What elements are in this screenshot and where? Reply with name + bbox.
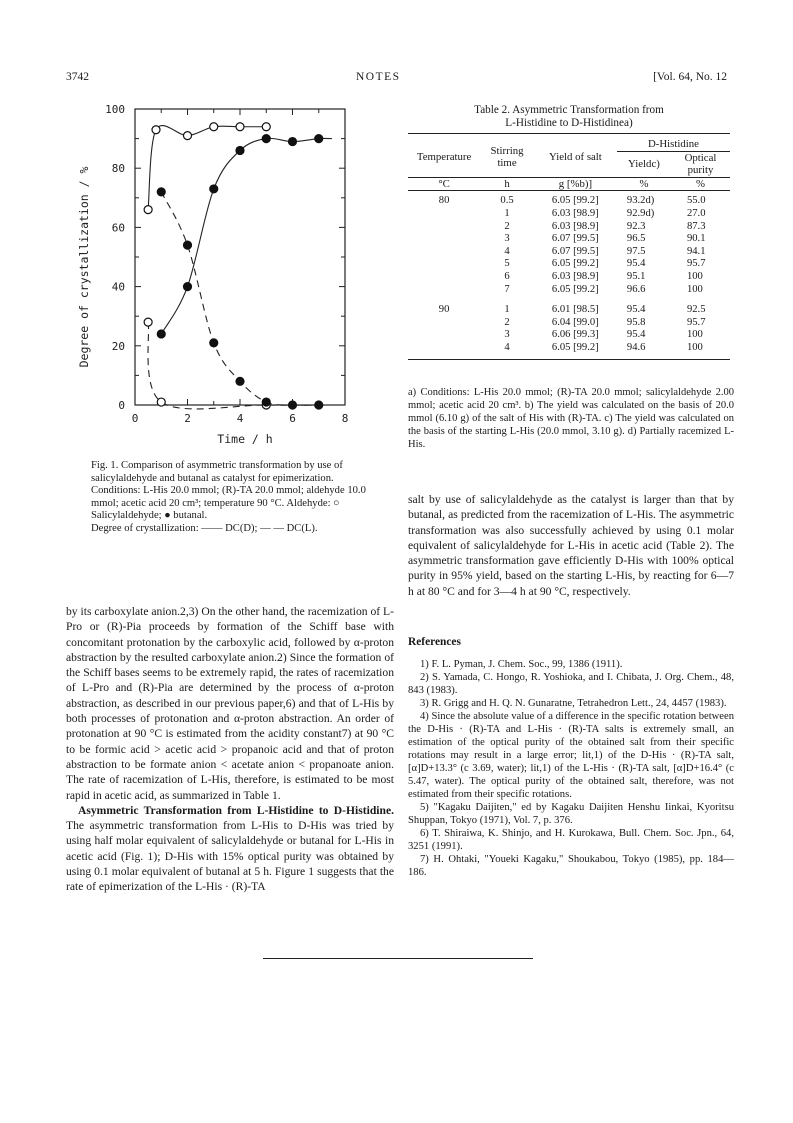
- table-cell: 6.05 [99.2]: [551, 195, 599, 207]
- bottom-rule: [263, 958, 533, 959]
- references-list: [408, 658, 734, 879]
- section-title: NOTES: [356, 71, 401, 83]
- reference-item: 1) F. L. Pyman, J. Chem. Soc., 99, 1386 (1911).: [420, 659, 623, 670]
- table-cell: 92.3: [626, 220, 646, 232]
- data-point-butanal: [315, 401, 323, 409]
- table-cell: 6.07 [99.5]: [551, 245, 599, 257]
- y-axis-label: Degree of crystallization / %: [77, 166, 91, 368]
- table-row: [408, 258, 730, 271]
- data-point-butanal: [157, 330, 165, 338]
- table-title-line: L-Histidine to D-Histidinea): [505, 117, 633, 129]
- data-point-salicylaldehyde: [144, 318, 152, 326]
- table-cell: 100: [686, 341, 703, 353]
- table-cell: 0.5: [500, 195, 514, 207]
- series-line: [161, 138, 332, 334]
- left-column-text: [66, 604, 394, 895]
- data-point-butanal: [184, 283, 192, 291]
- table-cell: 93.2d): [626, 195, 655, 207]
- y-tick-label: 20: [111, 339, 125, 353]
- table-cell: [408, 233, 480, 246]
- reference-item: 2) S. Yamada, C. Hongo, R. Yoshioka, and I. Chibata, J. Org. Chem., 48, 843 (1983).: [408, 672, 734, 696]
- figure-caption: [91, 460, 379, 536]
- y-tick-label: 40: [111, 280, 125, 294]
- table-cell: 95.7: [686, 316, 706, 328]
- data-point-butanal: [289, 401, 297, 409]
- unit-optical: %: [695, 177, 705, 190]
- table-cell: 4: [504, 341, 510, 353]
- table-cell: 94.6: [626, 341, 646, 353]
- table-cell: [408, 258, 480, 271]
- series-line: [148, 322, 332, 409]
- col-header-stirring-time: Stirring time: [490, 144, 524, 170]
- data-point-salicylaldehyde: [262, 123, 270, 131]
- col-header-d-histidine: D-Histidine: [617, 134, 730, 152]
- x-tick-label: 6: [289, 412, 296, 425]
- table-cell: 94.1: [686, 245, 706, 257]
- right-column-text: [408, 492, 734, 599]
- x-tick-label: 0: [131, 412, 139, 425]
- table-cell: 5: [504, 258, 510, 270]
- table-cell: 4: [504, 245, 510, 257]
- reference-item: 3) R. Grigg and H. Q. N. Gunaratne, Tetrahedron Lett., 24, 4457 (1983).: [420, 698, 727, 709]
- references-heading: References: [408, 636, 461, 648]
- table-row: [408, 271, 730, 284]
- table-cell: 6.05 [99.2]: [551, 258, 599, 270]
- table-cell: 90: [438, 304, 450, 316]
- page-number: 3742: [66, 71, 89, 83]
- table-cell: 1: [504, 207, 510, 219]
- table-cell: 95.8: [626, 316, 646, 328]
- table-cell: 6.07 [99.5]: [551, 233, 599, 245]
- table-cell: 2: [504, 220, 510, 232]
- table-cell: 96.5: [626, 233, 646, 245]
- x-tick-label: 8: [341, 412, 349, 425]
- reference-item: 5) "Kagaku Daijiten," ed by Kagaku Daijiten Henshu Iinkai, Kyoritsu Shuppan, Tokyo (1971), Vol. 7, p. 376.: [408, 802, 734, 826]
- table-cell: [408, 317, 480, 330]
- table-cell: [408, 271, 480, 284]
- table-cell: 6.05 [99.2]: [551, 341, 599, 353]
- paragraph: [66, 803, 394, 895]
- table-cell: 95.4: [626, 304, 646, 316]
- data-point-butanal: [262, 398, 270, 406]
- y-tick-label: 60: [111, 221, 125, 235]
- table-row: [408, 246, 730, 259]
- data-point-salicylaldehyde: [144, 206, 152, 214]
- table-row: [408, 342, 730, 355]
- table-cell: 6.06 [99.3]: [551, 329, 599, 341]
- y-tick-label: 0: [118, 399, 125, 412]
- table-cell: 92.9d): [626, 207, 655, 219]
- data-table: [408, 133, 730, 360]
- table-cell: [408, 342, 480, 355]
- table-title-line: Table 2. Asymmetric Transformation from: [474, 104, 664, 116]
- data-point-salicylaldehyde: [210, 123, 218, 131]
- y-tick-label: 80: [111, 162, 125, 176]
- figure-caption-conditions: Conditions: L-His 20.0 mmol; (R)-TA 20.0 mmol; aldehyde 10.0 mmol; acetic acid 20 cm³; temperature 90 °C. Aldehyde: ○ Salicylaldehyde; ● butanal.: [91, 485, 366, 522]
- table-title: [408, 104, 730, 130]
- table-cell: 2: [504, 316, 510, 328]
- table-row: [408, 195, 730, 208]
- table-body: [408, 195, 730, 354]
- data-point-butanal: [184, 241, 192, 249]
- table-footnotes: a) Conditions: L-His 20.0 mmol; (R)-TA 20.0 mmol; salicylaldehyde 2.00 mmol; acetic acid 20 cm³. b) The yield was calculated on the basis of 20.0 mmol (6.10 g) of the salt of His with (R)-TA. c) The yield was calculated on the basis of the starting L-His (20.0 mmol, 3.10 g). d) Partially racemized L-His.: [408, 387, 734, 450]
- unit-salt: g [%b)]: [558, 177, 593, 190]
- data-point-butanal: [289, 138, 297, 146]
- data-point-salicylaldehyde: [236, 123, 244, 131]
- figure-caption-degree: Degree of crystallization: —— DC(D); — — DC(L).: [91, 522, 318, 534]
- table-cell: 97.5: [626, 245, 646, 257]
- col-header-optical-purity: Optical purity: [684, 151, 717, 177]
- data-point-butanal: [157, 188, 165, 196]
- unit-temperature: °C: [438, 177, 450, 190]
- table-row: [408, 317, 730, 330]
- data-point-butanal: [236, 377, 244, 385]
- reference-item: 7) H. Ohtaki, "Youeki Kagaku," Shoukabou, Tokyo (1985), pp. 184—186.: [408, 854, 734, 878]
- table-cell: 90.1: [686, 233, 706, 245]
- col-header-temperature: Temperature: [416, 151, 472, 164]
- table-cell: 3: [504, 233, 510, 245]
- table-cell: 96.6: [626, 283, 646, 295]
- table-cell: 1: [504, 304, 510, 316]
- table-cell: 95.7: [686, 258, 706, 270]
- table-cell: 3: [504, 329, 510, 341]
- x-tick-label: 4: [236, 412, 244, 425]
- table-cell: 6.03 [98.9]: [551, 220, 599, 232]
- crystallization-chart: [60, 92, 390, 452]
- table-cell: 100: [686, 283, 703, 295]
- section-heading: Asymmetric Transformation from L-Histidine to D-Histidine.: [78, 803, 394, 817]
- table-cell: 27.0: [686, 207, 706, 219]
- reference-item: 4) Since the absolute value of a difference in the specific rotation between the D-His · (R)-TA and L-His · (R)-TA salts is extremely small, an estimation of the optical purity of the obtained salt from their specific rotations may result in a large error; lit,1) of the D-His · (R)-TA salt, [α]D+13.3° (c 3.69, water); lit,1) of the L-His · (R)-TA salt, [α]D+16.4° (c 5.47, water). The optical purity of the obtained salt, therefore, was not estimated from their specific rotations.: [408, 711, 734, 800]
- table-cell: 92.5: [686, 304, 706, 316]
- table-row: [408, 296, 730, 317]
- col-header-yield: Yieldc): [628, 157, 660, 170]
- table-cell: 87.3: [686, 220, 706, 232]
- unit-yield: %: [639, 177, 649, 190]
- table-cell: 80: [438, 195, 450, 207]
- table-cell: 7: [504, 283, 510, 295]
- table-row: [408, 284, 730, 297]
- volume-info: [Vol. 64, No. 12: [653, 71, 727, 83]
- x-tick-label: 2: [184, 412, 191, 425]
- table-cell: 6.05 [99.2]: [551, 283, 599, 295]
- table-cell: [408, 221, 480, 234]
- data-point-butanal: [210, 339, 218, 347]
- paragraph-body: The asymmetric transformation from L-His to D-His was tried by using half molar equivalent of salicylaldehyde or butanal for L-His in acetic acid (Fig. 1); D-His with 15% optical purity was obtained by using 0.1 molar equivalent of butanal at 5 h. Figure 1 suggests that the rate of epimerization of the L-His · (R)-TA: [66, 819, 394, 894]
- x-axis-label: Time / h: [217, 432, 273, 446]
- table-cell: [408, 284, 480, 297]
- data-point-butanal: [236, 146, 244, 154]
- data-point-salicylaldehyde: [157, 398, 165, 406]
- table-cell: 6.03 [98.9]: [551, 207, 599, 219]
- figure-caption-title: Fig. 1. Comparison of asymmetric transformation by use of salicylaldehyde and butanal as catalyst for epimerization.: [91, 460, 343, 484]
- table-cell: 95.4: [626, 258, 646, 270]
- data-point-butanal: [262, 135, 270, 143]
- table-cell: 95.4: [626, 329, 646, 341]
- table-cell: 6.03 [98.9]: [551, 270, 599, 282]
- data-point-butanal: [315, 135, 323, 143]
- table-cell: 55.0: [686, 195, 706, 207]
- table-row: [408, 208, 730, 221]
- figure-1: [60, 92, 390, 452]
- y-tick-label: 100: [105, 103, 125, 116]
- unit-stirring: h: [504, 177, 510, 190]
- series-line: [148, 126, 266, 210]
- table-cell: 95.1: [626, 270, 646, 282]
- table-row: [408, 329, 730, 342]
- paragraph: salt by use of salicylaldehyde as the catalyst is larger than that by butanal, as predicted from the racemization of L-His. The asymmetric transformation was also successfully achieved by using 0.1 molar equivalent of salicylaldehyde for L-His in acetic acid (Table 2). The asymmetric transformation gave efficiently D-His with 100% optical purity in 95% yield, based on the starting L-His, by reacting for 6—7 h at 80 °C and for 3—4 h at 90 °C, respectively.: [408, 493, 734, 598]
- data-point-salicylaldehyde: [152, 126, 160, 134]
- paragraph: by its carboxylate anion.2,3) On the other hand, the racemization of L-Pro or (R)-Pia proceeds by formation of the Schiff base with concomitant protonation by the carboxylic acid, followed by α-proton abstraction by the resulted carboxylate anion.2) Since the formation of the Schiff bases seems to be extremely rapid, the rates of racemization of L-Pro and (R)-Pia are determined by the process of α-proton abstraction, as described in our previous paper,6) and that of L-His by both processes of protonation and α-proton abstraction. An order of protonation at 90 °C is estimated from the acidity constant7) at 90 °C to be formic acid > acetic acid > propanoic acid and that of proton abstraction to be formate anion < acetate anion < propanoate anion. The rate of racemization of L-His, therefore, is estimated to be most rapid in acetic acid, as summarized in Table 1.: [66, 605, 394, 802]
- table-cell: 6: [504, 270, 510, 282]
- table-cell: [408, 329, 480, 342]
- table-row: [408, 221, 730, 234]
- table-cell: 6.01 [98.5]: [551, 304, 599, 316]
- table-cell: [408, 208, 480, 221]
- table-cell: 6.04 [99.0]: [551, 316, 599, 328]
- table-cell: [408, 246, 480, 259]
- table-cell: 100: [686, 270, 703, 282]
- table-row: [408, 233, 730, 246]
- data-point-butanal: [210, 185, 218, 193]
- data-point-salicylaldehyde: [184, 132, 192, 140]
- col-header-yield-salt: Yield of salt: [549, 151, 602, 164]
- table-2: [408, 133, 730, 360]
- reference-item: 6) T. Shiraiwa, K. Shinjo, and H. Kurokawa, Bull. Chem. Soc. Jpn., 64, 3251 (1991).: [408, 828, 734, 852]
- table-cell: 100: [686, 329, 703, 341]
- series-line: [161, 192, 332, 405]
